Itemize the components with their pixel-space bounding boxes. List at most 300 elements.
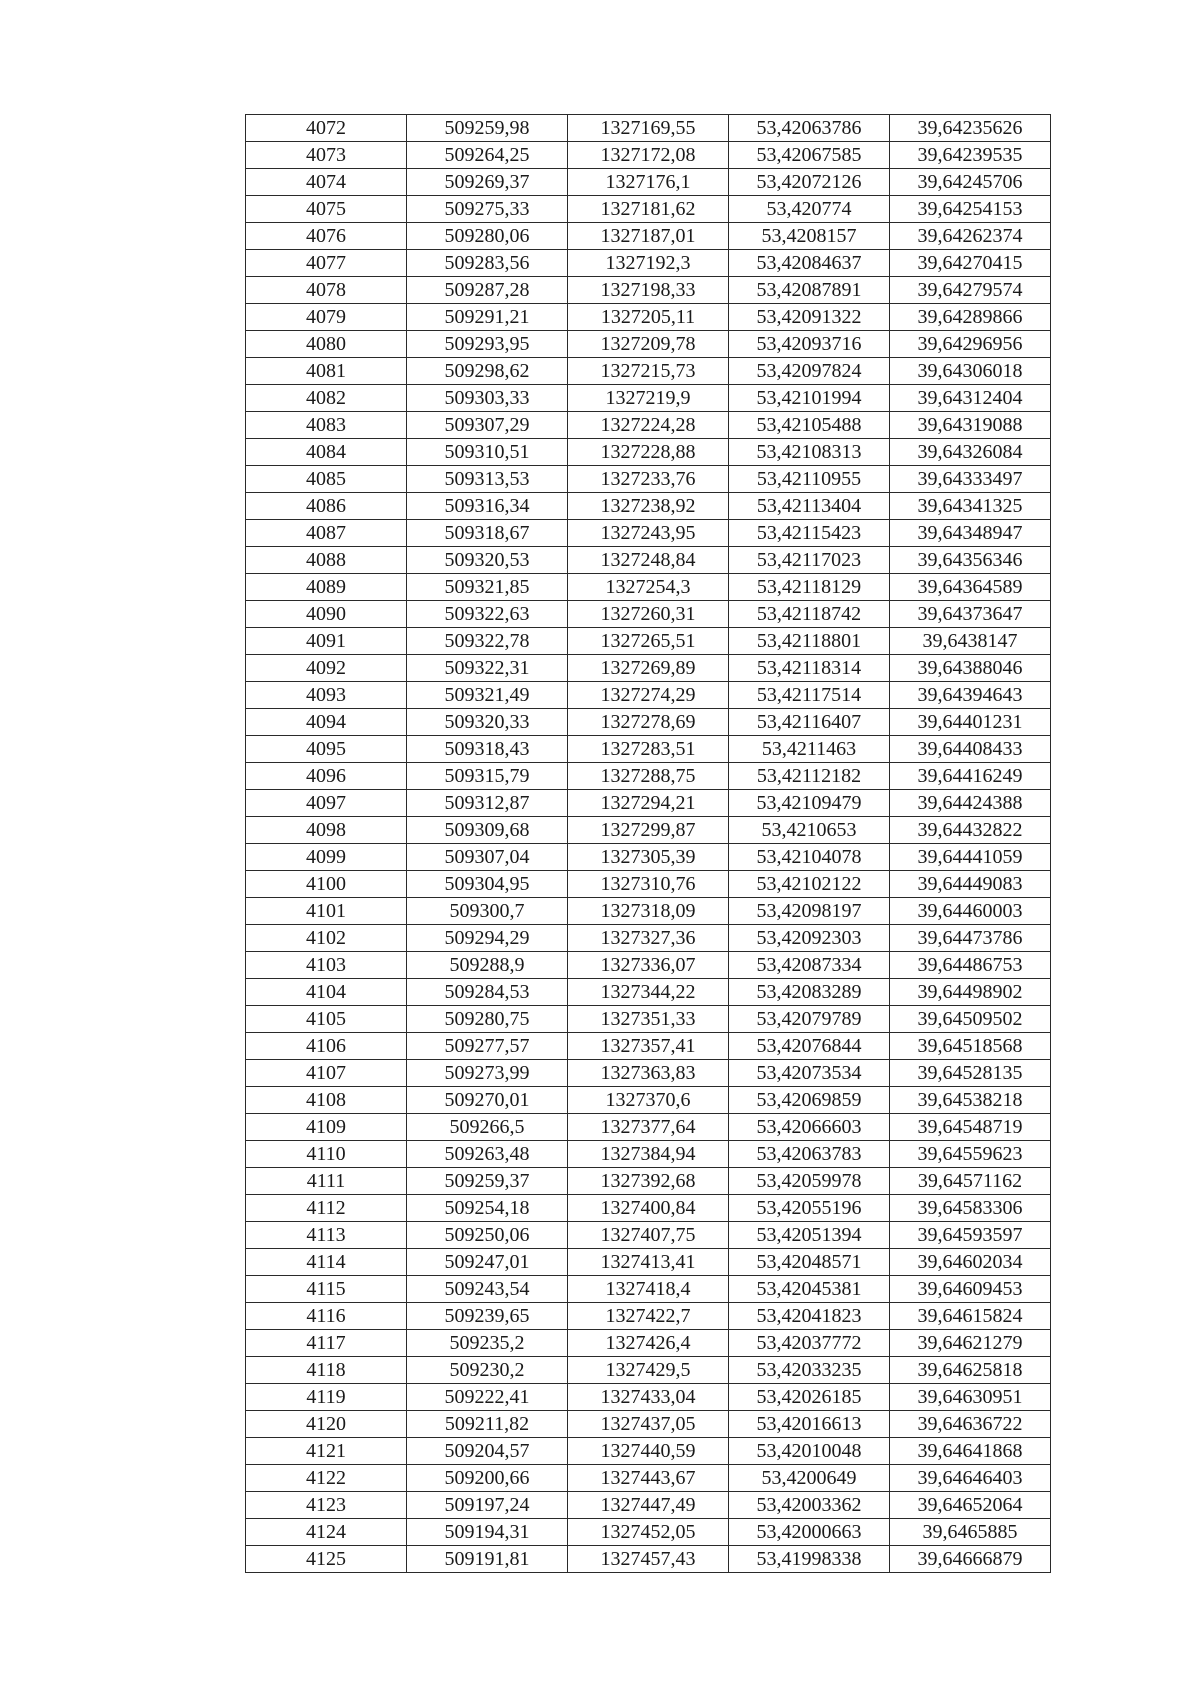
longitude-cell: 39,64548719 <box>890 1114 1051 1141</box>
x-coordinate-cell: 509266,5 <box>407 1114 568 1141</box>
longitude-cell: 39,64312404 <box>890 385 1051 412</box>
y-coordinate-cell: 1327187,01 <box>568 223 729 250</box>
longitude-cell: 39,64460003 <box>890 898 1051 925</box>
y-coordinate-cell: 1327357,41 <box>568 1033 729 1060</box>
y-coordinate-cell: 1327169,55 <box>568 115 729 142</box>
y-coordinate-cell: 1327238,92 <box>568 493 729 520</box>
latitude-cell: 53,42045381 <box>729 1276 890 1303</box>
point-number-cell: 4074 <box>246 169 407 196</box>
point-number-cell: 4115 <box>246 1276 407 1303</box>
x-coordinate-cell: 509194,31 <box>407 1519 568 1546</box>
longitude-cell: 39,64518568 <box>890 1033 1051 1060</box>
latitude-cell: 53,42003362 <box>729 1492 890 1519</box>
table-row <box>246 1384 1051 1411</box>
longitude-cell: 39,64509502 <box>890 1006 1051 1033</box>
table-row <box>246 358 1051 385</box>
table-row <box>246 1465 1051 1492</box>
latitude-cell: 53,42108313 <box>729 439 890 466</box>
latitude-cell: 53,42055196 <box>729 1195 890 1222</box>
table-row <box>246 844 1051 871</box>
x-coordinate-cell: 509247,01 <box>407 1249 568 1276</box>
table-row <box>246 1087 1051 1114</box>
point-number-cell: 4102 <box>246 925 407 952</box>
longitude-cell: 39,64388046 <box>890 655 1051 682</box>
point-number-cell: 4124 <box>246 1519 407 1546</box>
point-number-cell: 4077 <box>246 250 407 277</box>
point-number-cell: 4086 <box>246 493 407 520</box>
x-coordinate-cell: 509307,29 <box>407 412 568 439</box>
x-coordinate-cell: 509197,24 <box>407 1492 568 1519</box>
latitude-cell: 53,42010048 <box>729 1438 890 1465</box>
x-coordinate-cell: 509200,66 <box>407 1465 568 1492</box>
y-coordinate-cell: 1327181,62 <box>568 196 729 223</box>
x-coordinate-cell: 509191,81 <box>407 1546 568 1573</box>
point-number-cell: 4109 <box>246 1114 407 1141</box>
table-row <box>246 574 1051 601</box>
y-coordinate-cell: 1327288,75 <box>568 763 729 790</box>
latitude-cell: 53,42091322 <box>729 304 890 331</box>
latitude-cell: 53,42102122 <box>729 871 890 898</box>
table-row <box>246 1249 1051 1276</box>
x-coordinate-cell: 509313,53 <box>407 466 568 493</box>
y-coordinate-cell: 1327209,78 <box>568 331 729 358</box>
y-coordinate-cell: 1327336,07 <box>568 952 729 979</box>
point-number-cell: 4114 <box>246 1249 407 1276</box>
table-row <box>246 655 1051 682</box>
latitude-cell: 53,41998338 <box>729 1546 890 1573</box>
x-coordinate-cell: 509204,57 <box>407 1438 568 1465</box>
table-row <box>246 1492 1051 1519</box>
latitude-cell: 53,420774 <box>729 196 890 223</box>
longitude-cell: 39,64245706 <box>890 169 1051 196</box>
point-number-cell: 4085 <box>246 466 407 493</box>
longitude-cell: 39,64364589 <box>890 574 1051 601</box>
latitude-cell: 53,42000663 <box>729 1519 890 1546</box>
y-coordinate-cell: 1327192,3 <box>568 250 729 277</box>
x-coordinate-cell: 509280,75 <box>407 1006 568 1033</box>
point-number-cell: 4120 <box>246 1411 407 1438</box>
table-row <box>246 1357 1051 1384</box>
latitude-cell: 53,42016613 <box>729 1411 890 1438</box>
longitude-cell: 39,64473786 <box>890 925 1051 952</box>
y-coordinate-cell: 1327447,49 <box>568 1492 729 1519</box>
longitude-cell: 39,64333497 <box>890 466 1051 493</box>
y-coordinate-cell: 1327377,64 <box>568 1114 729 1141</box>
x-coordinate-cell: 509211,82 <box>407 1411 568 1438</box>
point-number-cell: 4091 <box>246 628 407 655</box>
table-row <box>246 1168 1051 1195</box>
y-coordinate-cell: 1327422,7 <box>568 1303 729 1330</box>
point-number-cell: 4076 <box>246 223 407 250</box>
y-coordinate-cell: 1327418,4 <box>568 1276 729 1303</box>
point-number-cell: 4125 <box>246 1546 407 1573</box>
y-coordinate-cell: 1327305,39 <box>568 844 729 871</box>
x-coordinate-cell: 509300,7 <box>407 898 568 925</box>
point-number-cell: 4103 <box>246 952 407 979</box>
point-number-cell: 4101 <box>246 898 407 925</box>
table-row <box>246 1303 1051 1330</box>
y-coordinate-cell: 1327452,05 <box>568 1519 729 1546</box>
point-number-cell: 4118 <box>246 1357 407 1384</box>
longitude-cell: 39,64289866 <box>890 304 1051 331</box>
point-number-cell: 4105 <box>246 1006 407 1033</box>
longitude-cell: 39,64486753 <box>890 952 1051 979</box>
longitude-cell: 39,64609453 <box>890 1276 1051 1303</box>
point-number-cell: 4087 <box>246 520 407 547</box>
x-coordinate-cell: 509287,28 <box>407 277 568 304</box>
table-row <box>246 1411 1051 1438</box>
table-row <box>246 466 1051 493</box>
y-coordinate-cell: 1327440,59 <box>568 1438 729 1465</box>
table-row <box>246 520 1051 547</box>
x-coordinate-cell: 509298,62 <box>407 358 568 385</box>
longitude-cell: 39,64625818 <box>890 1357 1051 1384</box>
latitude-cell: 53,42109479 <box>729 790 890 817</box>
x-coordinate-cell: 509322,31 <box>407 655 568 682</box>
y-coordinate-cell: 1327243,95 <box>568 520 729 547</box>
point-number-cell: 4090 <box>246 601 407 628</box>
point-number-cell: 4083 <box>246 412 407 439</box>
x-coordinate-cell: 509318,43 <box>407 736 568 763</box>
point-number-cell: 4075 <box>246 196 407 223</box>
latitude-cell: 53,42113404 <box>729 493 890 520</box>
point-number-cell: 4121 <box>246 1438 407 1465</box>
y-coordinate-cell: 1327224,28 <box>568 412 729 439</box>
y-coordinate-cell: 1327265,51 <box>568 628 729 655</box>
point-number-cell: 4096 <box>246 763 407 790</box>
point-number-cell: 4079 <box>246 304 407 331</box>
x-coordinate-cell: 509243,54 <box>407 1276 568 1303</box>
latitude-cell: 53,42026185 <box>729 1384 890 1411</box>
longitude-cell: 39,64326084 <box>890 439 1051 466</box>
point-number-cell: 4082 <box>246 385 407 412</box>
table-row <box>246 1060 1051 1087</box>
y-coordinate-cell: 1327433,04 <box>568 1384 729 1411</box>
longitude-cell: 39,64235626 <box>890 115 1051 142</box>
point-number-cell: 4093 <box>246 682 407 709</box>
latitude-cell: 53,42110955 <box>729 466 890 493</box>
x-coordinate-cell: 509250,06 <box>407 1222 568 1249</box>
point-number-cell: 4088 <box>246 547 407 574</box>
table-row <box>246 709 1051 736</box>
y-coordinate-cell: 1327400,84 <box>568 1195 729 1222</box>
longitude-cell: 39,64424388 <box>890 790 1051 817</box>
y-coordinate-cell: 1327283,51 <box>568 736 729 763</box>
table-row <box>246 1114 1051 1141</box>
x-coordinate-cell: 509280,06 <box>407 223 568 250</box>
y-coordinate-cell: 1327198,33 <box>568 277 729 304</box>
x-coordinate-cell: 509310,51 <box>407 439 568 466</box>
point-number-cell: 4107 <box>246 1060 407 1087</box>
table-row <box>246 277 1051 304</box>
y-coordinate-cell: 1327248,84 <box>568 547 729 574</box>
x-coordinate-cell: 509275,33 <box>407 196 568 223</box>
latitude-cell: 53,42117514 <box>729 682 890 709</box>
x-coordinate-cell: 509235,2 <box>407 1330 568 1357</box>
x-coordinate-cell: 509322,78 <box>407 628 568 655</box>
point-number-cell: 4123 <box>246 1492 407 1519</box>
x-coordinate-cell: 509303,33 <box>407 385 568 412</box>
table-row <box>246 1222 1051 1249</box>
latitude-cell: 53,42063783 <box>729 1141 890 1168</box>
longitude-cell: 39,64652064 <box>890 1492 1051 1519</box>
x-coordinate-cell: 509277,57 <box>407 1033 568 1060</box>
y-coordinate-cell: 1327172,08 <box>568 142 729 169</box>
point-number-cell: 4104 <box>246 979 407 1006</box>
y-coordinate-cell: 1327429,5 <box>568 1357 729 1384</box>
point-number-cell: 4078 <box>246 277 407 304</box>
x-coordinate-cell: 509307,04 <box>407 844 568 871</box>
latitude-cell: 53,42112182 <box>729 763 890 790</box>
x-coordinate-cell: 509316,34 <box>407 493 568 520</box>
longitude-cell: 39,64559623 <box>890 1141 1051 1168</box>
point-number-cell: 4073 <box>246 142 407 169</box>
y-coordinate-cell: 1327363,83 <box>568 1060 729 1087</box>
x-coordinate-cell: 509312,87 <box>407 790 568 817</box>
latitude-cell: 53,42105488 <box>729 412 890 439</box>
y-coordinate-cell: 1327437,05 <box>568 1411 729 1438</box>
latitude-cell: 53,42097824 <box>729 358 890 385</box>
x-coordinate-cell: 509269,37 <box>407 169 568 196</box>
y-coordinate-cell: 1327310,76 <box>568 871 729 898</box>
x-coordinate-cell: 509318,67 <box>407 520 568 547</box>
point-number-cell: 4117 <box>246 1330 407 1357</box>
x-coordinate-cell: 509270,01 <box>407 1087 568 1114</box>
y-coordinate-cell: 1327426,4 <box>568 1330 729 1357</box>
latitude-cell: 53,42041823 <box>729 1303 890 1330</box>
x-coordinate-cell: 509259,37 <box>407 1168 568 1195</box>
latitude-cell: 53,42073534 <box>729 1060 890 1087</box>
latitude-cell: 53,42087334 <box>729 952 890 979</box>
x-coordinate-cell: 509288,9 <box>407 952 568 979</box>
point-number-cell: 4113 <box>246 1222 407 1249</box>
longitude-cell: 39,64602034 <box>890 1249 1051 1276</box>
point-number-cell: 4095 <box>246 736 407 763</box>
longitude-cell: 39,64239535 <box>890 142 1051 169</box>
x-coordinate-cell: 509315,79 <box>407 763 568 790</box>
latitude-cell: 53,42098197 <box>729 898 890 925</box>
longitude-cell: 39,64441059 <box>890 844 1051 871</box>
table-row <box>246 250 1051 277</box>
y-coordinate-cell: 1327407,75 <box>568 1222 729 1249</box>
y-coordinate-cell: 1327370,6 <box>568 1087 729 1114</box>
table-row <box>246 1546 1051 1573</box>
x-coordinate-cell: 509320,33 <box>407 709 568 736</box>
point-number-cell: 4100 <box>246 871 407 898</box>
latitude-cell: 53,4210653 <box>729 817 890 844</box>
point-number-cell: 4098 <box>246 817 407 844</box>
longitude-cell: 39,64341325 <box>890 493 1051 520</box>
point-number-cell: 4092 <box>246 655 407 682</box>
longitude-cell: 39,64348947 <box>890 520 1051 547</box>
x-coordinate-cell: 509259,98 <box>407 115 568 142</box>
longitude-cell: 39,6438147 <box>890 628 1051 655</box>
latitude-cell: 53,42093716 <box>729 331 890 358</box>
latitude-cell: 53,42083289 <box>729 979 890 1006</box>
table-row <box>246 412 1051 439</box>
point-number-cell: 4084 <box>246 439 407 466</box>
longitude-cell: 39,64646403 <box>890 1465 1051 1492</box>
table-row <box>246 952 1051 979</box>
y-coordinate-cell: 1327294,21 <box>568 790 729 817</box>
table-row <box>246 115 1051 142</box>
point-number-cell: 4099 <box>246 844 407 871</box>
x-coordinate-cell: 509309,68 <box>407 817 568 844</box>
latitude-cell: 53,42072126 <box>729 169 890 196</box>
point-number-cell: 4116 <box>246 1303 407 1330</box>
y-coordinate-cell: 1327384,94 <box>568 1141 729 1168</box>
table-row <box>246 979 1051 1006</box>
point-number-cell: 4108 <box>246 1087 407 1114</box>
y-coordinate-cell: 1327299,87 <box>568 817 729 844</box>
latitude-cell: 53,42118129 <box>729 574 890 601</box>
coordinates-table-body <box>246 115 1051 1573</box>
y-coordinate-cell: 1327392,68 <box>568 1168 729 1195</box>
table-row <box>246 898 1051 925</box>
table-row <box>246 1438 1051 1465</box>
longitude-cell: 39,64319088 <box>890 412 1051 439</box>
latitude-cell: 53,4208157 <box>729 223 890 250</box>
x-coordinate-cell: 509273,99 <box>407 1060 568 1087</box>
table-row <box>246 331 1051 358</box>
latitude-cell: 53,42037772 <box>729 1330 890 1357</box>
x-coordinate-cell: 509263,48 <box>407 1141 568 1168</box>
x-coordinate-cell: 509222,41 <box>407 1384 568 1411</box>
longitude-cell: 39,64270415 <box>890 250 1051 277</box>
latitude-cell: 53,42087891 <box>729 277 890 304</box>
latitude-cell: 53,4200649 <box>729 1465 890 1492</box>
y-coordinate-cell: 1327344,22 <box>568 979 729 1006</box>
y-coordinate-cell: 1327215,73 <box>568 358 729 385</box>
x-coordinate-cell: 509321,49 <box>407 682 568 709</box>
y-coordinate-cell: 1327278,69 <box>568 709 729 736</box>
table-row <box>246 493 1051 520</box>
point-number-cell: 4106 <box>246 1033 407 1060</box>
longitude-cell: 39,64254153 <box>890 196 1051 223</box>
table-row <box>246 304 1051 331</box>
latitude-cell: 53,42084637 <box>729 250 890 277</box>
longitude-cell: 39,64630951 <box>890 1384 1051 1411</box>
latitude-cell: 53,42115423 <box>729 520 890 547</box>
table-row <box>246 385 1051 412</box>
table-row <box>246 196 1051 223</box>
x-coordinate-cell: 509264,25 <box>407 142 568 169</box>
longitude-cell: 39,64636722 <box>890 1411 1051 1438</box>
latitude-cell: 53,4211463 <box>729 736 890 763</box>
point-number-cell: 4110 <box>246 1141 407 1168</box>
y-coordinate-cell: 1327176,1 <box>568 169 729 196</box>
point-number-cell: 4097 <box>246 790 407 817</box>
table-row <box>246 1330 1051 1357</box>
latitude-cell: 53,42116407 <box>729 709 890 736</box>
longitude-cell: 39,64373647 <box>890 601 1051 628</box>
y-coordinate-cell: 1327260,31 <box>568 601 729 628</box>
latitude-cell: 53,42059978 <box>729 1168 890 1195</box>
table-row <box>246 547 1051 574</box>
table-row <box>246 763 1051 790</box>
x-coordinate-cell: 509304,95 <box>407 871 568 898</box>
point-number-cell: 4094 <box>246 709 407 736</box>
latitude-cell: 53,42076844 <box>729 1033 890 1060</box>
latitude-cell: 53,42067585 <box>729 142 890 169</box>
x-coordinate-cell: 509293,95 <box>407 331 568 358</box>
longitude-cell: 39,64416249 <box>890 763 1051 790</box>
table-row <box>246 1033 1051 1060</box>
point-number-cell: 4111 <box>246 1168 407 1195</box>
table-row <box>246 682 1051 709</box>
latitude-cell: 53,42118742 <box>729 601 890 628</box>
y-coordinate-cell: 1327413,41 <box>568 1249 729 1276</box>
y-coordinate-cell: 1327228,88 <box>568 439 729 466</box>
point-number-cell: 4072 <box>246 115 407 142</box>
x-coordinate-cell: 509321,85 <box>407 574 568 601</box>
table-row <box>246 1006 1051 1033</box>
x-coordinate-cell: 509239,65 <box>407 1303 568 1330</box>
latitude-cell: 53,42104078 <box>729 844 890 871</box>
longitude-cell: 39,6465885 <box>890 1519 1051 1546</box>
x-coordinate-cell: 509322,63 <box>407 601 568 628</box>
x-coordinate-cell: 509320,53 <box>407 547 568 574</box>
point-number-cell: 4081 <box>246 358 407 385</box>
latitude-cell: 53,42118801 <box>729 628 890 655</box>
table-row <box>246 169 1051 196</box>
longitude-cell: 39,64394643 <box>890 682 1051 709</box>
longitude-cell: 39,64498902 <box>890 979 1051 1006</box>
longitude-cell: 39,64449083 <box>890 871 1051 898</box>
x-coordinate-cell: 509254,18 <box>407 1195 568 1222</box>
latitude-cell: 53,42048571 <box>729 1249 890 1276</box>
y-coordinate-cell: 1327318,09 <box>568 898 729 925</box>
longitude-cell: 39,64621279 <box>890 1330 1051 1357</box>
longitude-cell: 39,64306018 <box>890 358 1051 385</box>
table-row <box>246 1141 1051 1168</box>
y-coordinate-cell: 1327443,67 <box>568 1465 729 1492</box>
table-row <box>246 790 1051 817</box>
y-coordinate-cell: 1327254,3 <box>568 574 729 601</box>
point-number-cell: 4112 <box>246 1195 407 1222</box>
table-row <box>246 1519 1051 1546</box>
table-row <box>246 1276 1051 1303</box>
table-row <box>246 736 1051 763</box>
longitude-cell: 39,64571162 <box>890 1168 1051 1195</box>
table-row <box>246 628 1051 655</box>
y-coordinate-cell: 1327351,33 <box>568 1006 729 1033</box>
point-number-cell: 4119 <box>246 1384 407 1411</box>
latitude-cell: 53,42117023 <box>729 547 890 574</box>
point-number-cell: 4089 <box>246 574 407 601</box>
longitude-cell: 39,64432822 <box>890 817 1051 844</box>
x-coordinate-cell: 509291,21 <box>407 304 568 331</box>
latitude-cell: 53,42063786 <box>729 115 890 142</box>
latitude-cell: 53,42051394 <box>729 1222 890 1249</box>
longitude-cell: 39,64408433 <box>890 736 1051 763</box>
latitude-cell: 53,42066603 <box>729 1114 890 1141</box>
longitude-cell: 39,64583306 <box>890 1195 1051 1222</box>
latitude-cell: 53,42092303 <box>729 925 890 952</box>
longitude-cell: 39,64641868 <box>890 1438 1051 1465</box>
longitude-cell: 39,64538218 <box>890 1087 1051 1114</box>
point-number-cell: 4080 <box>246 331 407 358</box>
longitude-cell: 39,64279574 <box>890 277 1051 304</box>
longitude-cell: 39,64593597 <box>890 1222 1051 1249</box>
y-coordinate-cell: 1327274,29 <box>568 682 729 709</box>
longitude-cell: 39,64666879 <box>890 1546 1051 1573</box>
latitude-cell: 53,42033235 <box>729 1357 890 1384</box>
table-row <box>246 601 1051 628</box>
latitude-cell: 53,42118314 <box>729 655 890 682</box>
x-coordinate-cell: 509230,2 <box>407 1357 568 1384</box>
coordinates-table <box>245 114 1051 1573</box>
